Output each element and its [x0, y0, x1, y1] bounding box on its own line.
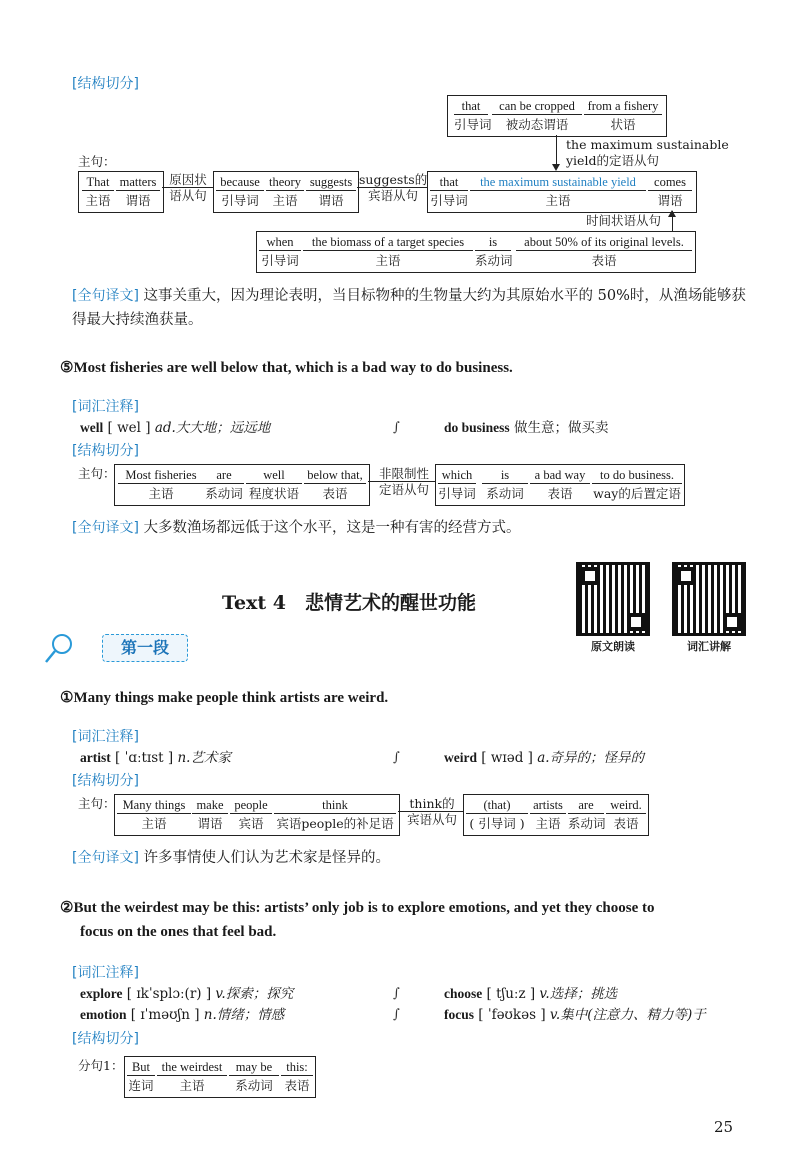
seg-the-weirdest: the weirdest 主语 [157, 1059, 227, 1094]
seg-which: which 引导词 [438, 468, 476, 501]
structure-tag: [结构切分] [72, 443, 139, 459]
link-cause: 原因状 语从句 [169, 172, 207, 203]
seg-that-main: That 主语 [82, 174, 114, 209]
connector [162, 187, 214, 188]
seg-think: think 宾语people的补足语 [274, 797, 396, 832]
seg-that: that 引导词 [454, 99, 492, 132]
seg-biomass: the biomass of a target species 主语 [303, 234, 473, 269]
seg-from-a-fishery: from a fishery 状语 [584, 98, 662, 133]
seg-is: is 系动词 [482, 467, 528, 502]
seg-may-be: may be 系动词 [229, 1059, 279, 1094]
seg-can-be-cropped: can be cropped 被动态谓语 [492, 98, 582, 133]
translation-s5: [全句译文] 大多数渔场都远低于这个水平，这是一种有害的经营方式。 [72, 520, 521, 536]
seg-this: this: 表语 [281, 1059, 313, 1094]
connector [398, 811, 464, 812]
sentence-2: ②But the weirdest may be this: artists’ only job is to explore emotions, and yet they choose to focus on the ones that feel bad. [60, 900, 655, 940]
vocab-explore: explore [ ɪkˈsplɔː(r) ] v.探索；探究 [80, 986, 294, 1002]
vocab-tag: [词汇注释] [72, 399, 139, 415]
seg-people: people 宾语 [230, 797, 272, 832]
seg-is: is 系动词 [475, 235, 513, 268]
qr-code-icon[interactable] [576, 562, 650, 636]
link-object: suggests的 宾语从句 [359, 172, 428, 203]
qr-label-vocab: 词汇讲解 [687, 640, 731, 653]
qr-code-icon[interactable] [672, 562, 746, 636]
seg-many-things: Many things 主语 [117, 797, 191, 832]
seg-that: (that) ( 引导词 ) [466, 797, 528, 832]
seg-to-do-business: to do business. way的后置定语 [593, 468, 681, 501]
seg-max-yield: the maximum sustainable yield 主语 [470, 174, 646, 209]
sentence-5: ⑤Most fisheries are well below that, which is a bad way to do business. [60, 360, 513, 376]
seg-artists: artists 主语 [530, 797, 566, 832]
vocab-do-business: do business 做生意；做买卖 [444, 420, 609, 436]
vocab-tag: [词汇注释] [72, 729, 139, 745]
seg-because: because 引导词 [216, 174, 264, 209]
magnifier-icon [42, 630, 78, 666]
vocab-artist: artist [ ˈɑːtɪst ] n.艺术家 [80, 750, 231, 766]
seg-when: when 引导词 [259, 234, 301, 269]
clause-label: 分句1： [78, 1058, 124, 1073]
structure-tag: [结构切分] [72, 1031, 139, 1047]
arrow-up-icon [668, 210, 676, 217]
seg-are: are 系动词 [568, 798, 606, 831]
seg-theory: theory 主语 [266, 174, 304, 209]
connector [357, 187, 427, 188]
seg-weird: weird. 表语 [606, 797, 646, 832]
seg-make: make 谓语 [192, 797, 228, 832]
seg-a-bad-way: a bad way 表语 [530, 467, 590, 502]
seg-but: But 连词 [128, 1060, 154, 1093]
time-note: 时间状语从句 [586, 213, 662, 228]
seg-most-fisheries: Most fisheries 主语 [118, 467, 204, 502]
vocab-well: well [ wel ] ad.大大地；远远地 [80, 420, 271, 436]
vocab-choose: choose [ tʃuːz ] v.选择；挑选 [444, 986, 618, 1002]
connector [368, 481, 436, 482]
arrow-down-icon [552, 164, 560, 171]
translation-s4: [全句译文] 这事关重大，因为理论表明，当目标物种的生物量大约为其原始水平的 50%时，从渔场能够获得最大持续渔获量。 [72, 288, 746, 328]
vocab-focus: focus [ ˈfəʊkəs ] v.集中(注意力、精力等)于 [444, 1007, 706, 1023]
qr-label-read: 原文朗读 [591, 640, 635, 653]
separator-icon: ∫ [393, 986, 400, 1001]
seg-comes: comes 谓语 [648, 174, 692, 209]
connector [556, 135, 557, 165]
structure-tag: [结构切分] [72, 773, 139, 789]
seg-below-that: below that, 表语 [304, 467, 366, 502]
seg-about-50: about 50% of its original levels. 表语 [516, 234, 692, 269]
seg-that-obj: that 引导词 [430, 175, 468, 208]
text4-title: Text 4 悲情艺术的醒世功能 [222, 592, 476, 614]
main-label: 主句： [78, 466, 116, 481]
note-max-yield: the maximum sustainable yield的定语从句 [566, 137, 729, 168]
seg-well: well 程度状语 [246, 467, 302, 502]
separator-icon: ∫ [393, 750, 400, 765]
link-object: think的 宾语从句 [406, 796, 457, 827]
seg-are: are 系动词 [205, 468, 243, 501]
main-label: 主句： [78, 796, 116, 811]
separator-icon: ∫ [393, 1007, 400, 1022]
section-badge: 第一段 [102, 634, 188, 662]
link-nonrestrictive: 非限制性 定语从句 [378, 466, 429, 497]
vocab-tag: [词汇注释] [72, 965, 139, 981]
structure-tag: [结构切分] [72, 76, 139, 92]
separator-icon: ∫ [393, 420, 400, 435]
seg-matters: matters 谓语 [116, 174, 160, 209]
vocab-weird: weird [ wɪəd ] a.奇异的；怪异的 [444, 750, 645, 766]
vocab-emotion: emotion [ ɪˈməʊʃn ] n.情绪；情感 [80, 1007, 285, 1023]
seg-suggests: suggests 谓语 [306, 174, 356, 209]
translation-s1: [全句译文] 许多事情使人们认为艺术家是怪异的。 [72, 850, 391, 866]
main-label: 主句： [78, 154, 116, 169]
page-number: 25 [714, 1118, 734, 1136]
sentence-1: ①Many things make people think artists are weird. [60, 690, 389, 706]
